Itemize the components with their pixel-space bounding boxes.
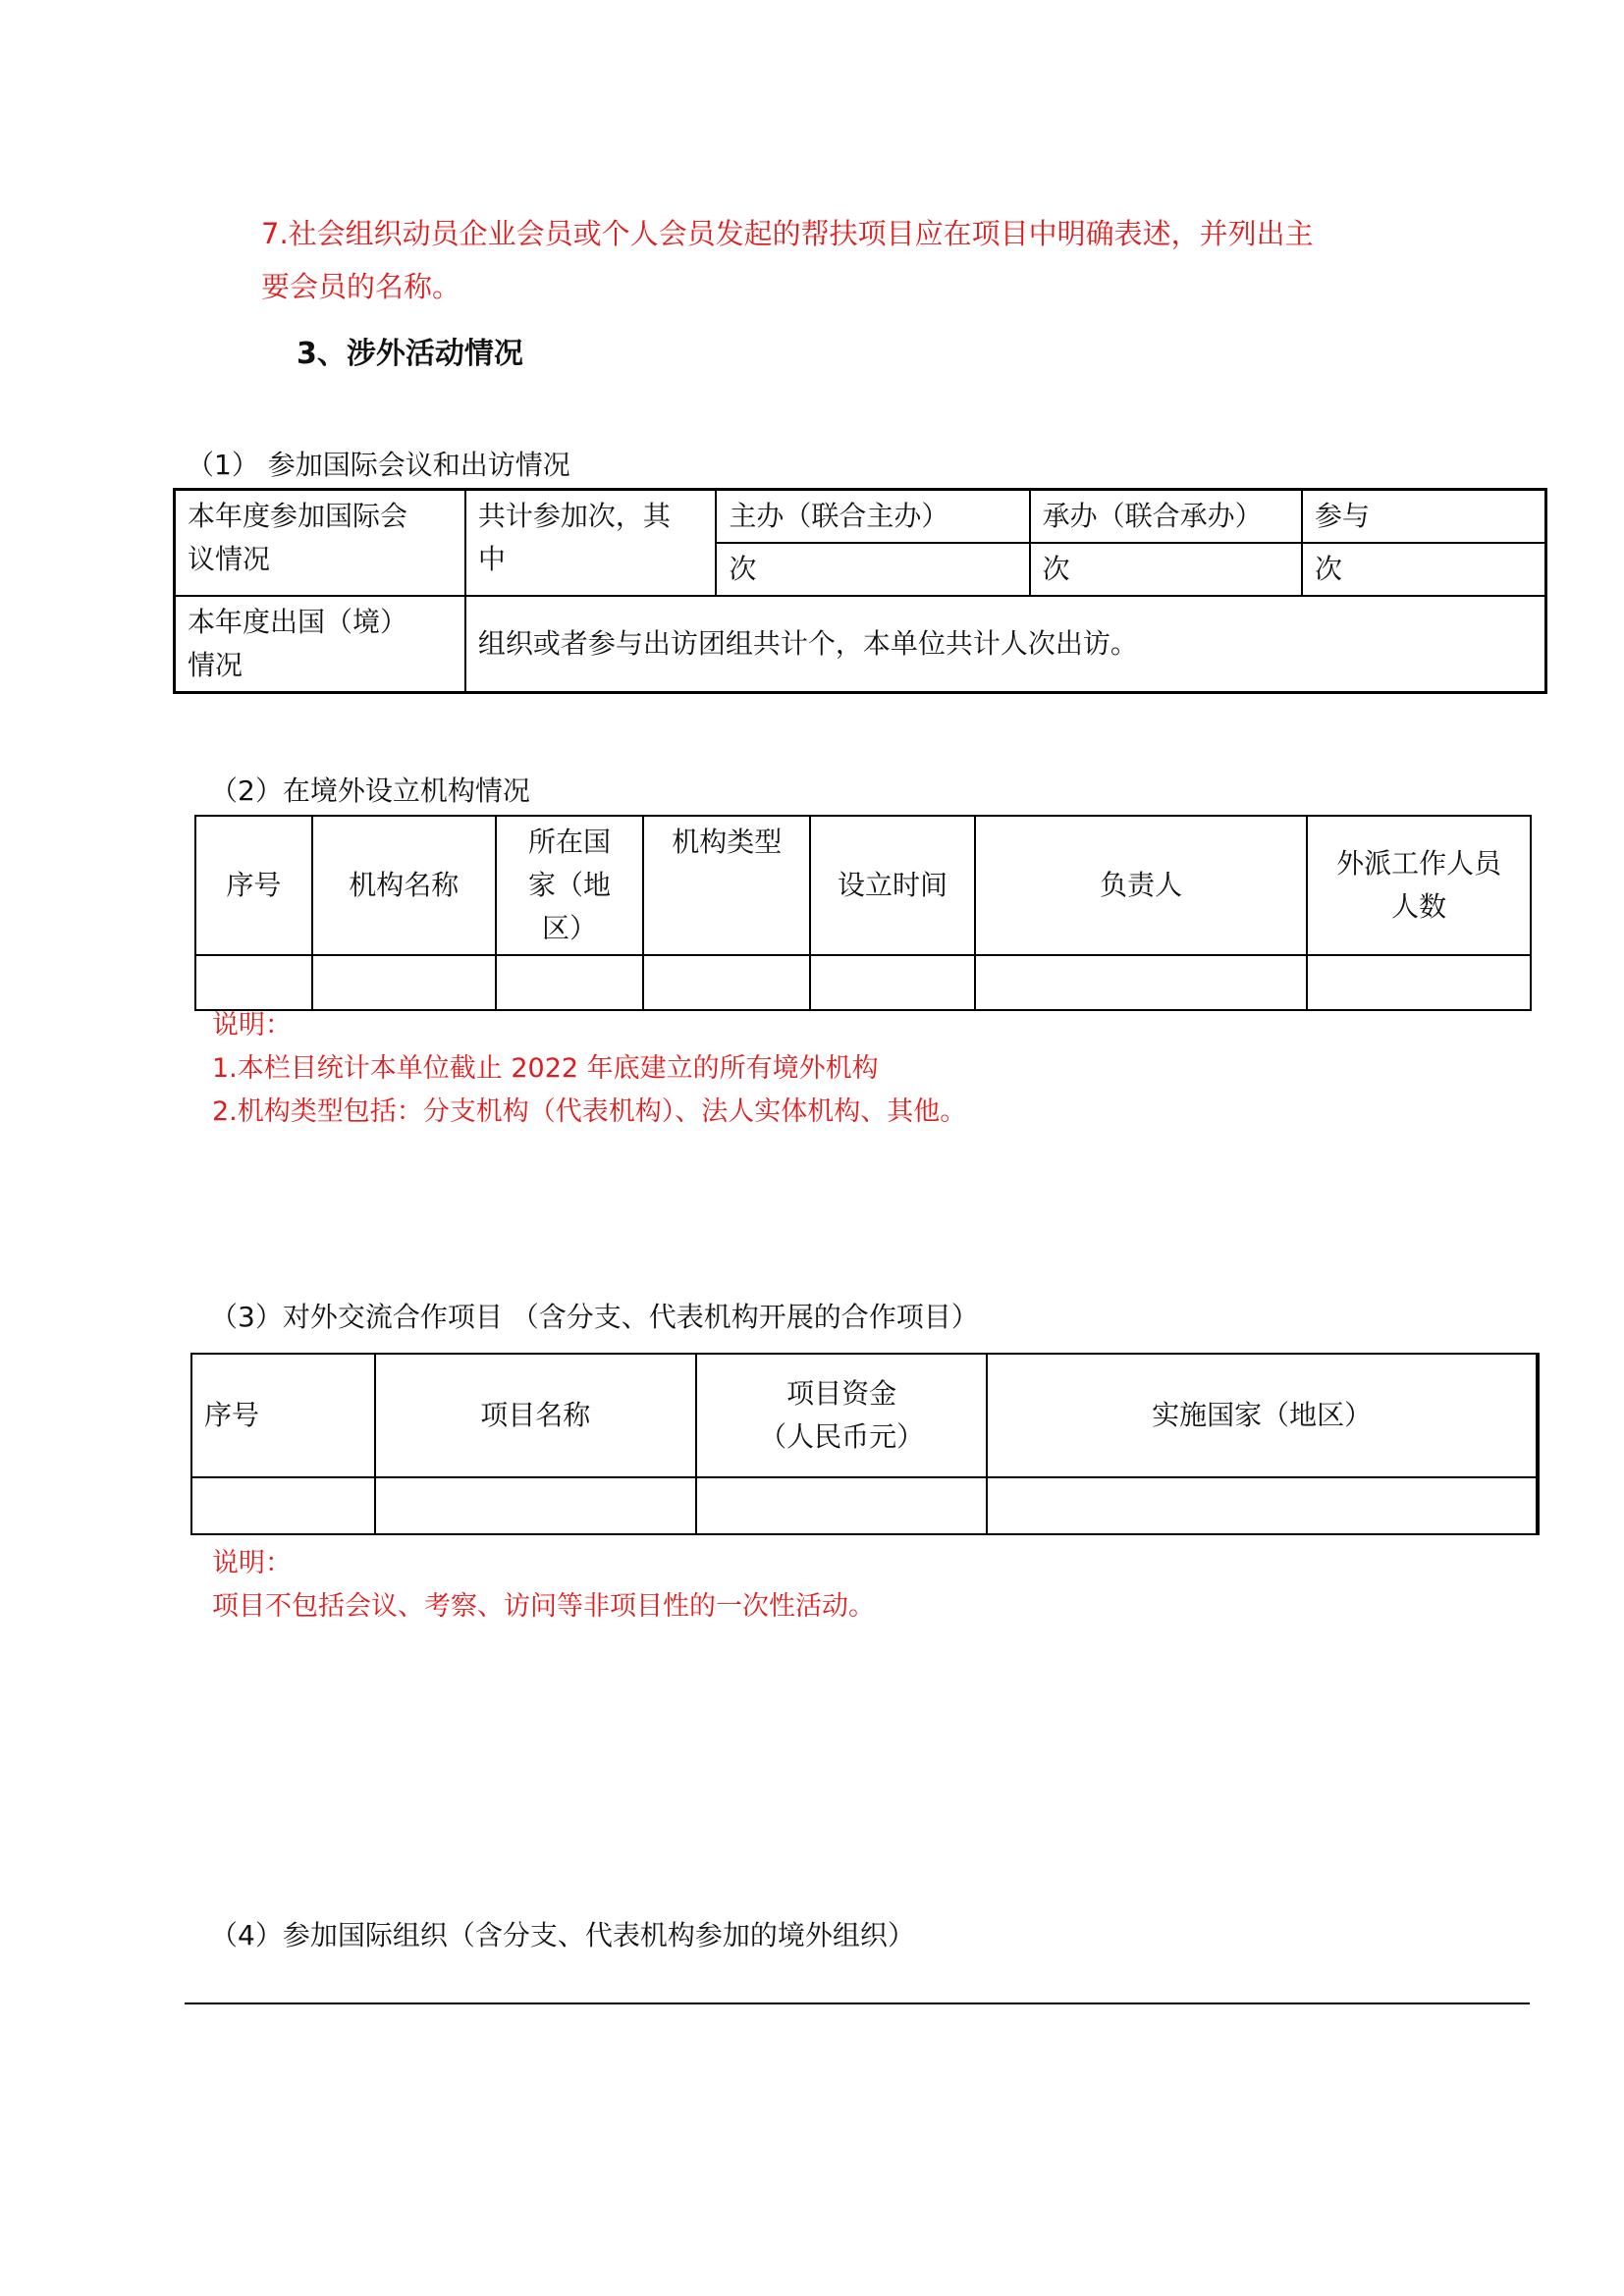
meetings-total-line-2: 中: [477, 543, 506, 575]
meetings-label-line-2: 议情况: [188, 543, 271, 575]
travel-label-line-2: 情况: [188, 649, 244, 681]
travel-value[interactable]: 组织或者参与出访团组共计个，本单位共计人次出访。: [465, 596, 1546, 693]
cell-staff[interactable]: [1307, 955, 1531, 1010]
meetings-total-line-1: 共计参加次，其: [477, 500, 671, 532]
header-country-line-2: 家（地: [527, 869, 611, 901]
host-count[interactable]: 次: [716, 543, 1029, 596]
table-top-border: [185, 2002, 1530, 2004]
header-staff-line-2: 人数: [1391, 890, 1447, 923]
meetings-label-cell: [175, 490, 465, 597]
cell-no[interactable]: [195, 955, 312, 1010]
cell-institution-name[interactable]: [312, 955, 496, 1010]
travel-label-cell: [175, 596, 465, 693]
travel-label-line-1: 本年度出国（境）: [188, 606, 408, 638]
header-leader: 负责人: [975, 816, 1307, 955]
table-row: [191, 1477, 1538, 1534]
overseas-institutions-table: [194, 815, 1532, 1011]
note-7-line-1: 7.社会组织动员企业会员或个人会员发起的帮扶项目应在项目中明确表述，并列出主: [261, 217, 1314, 250]
s3-note-title: 说明：: [212, 1548, 292, 1578]
cell-project-name[interactable]: [375, 1477, 696, 1534]
s4-title: （4）参加国际组织（含分支、代表机构参加的境外组织）: [210, 1919, 915, 1951]
s1-title: （1） 参加国际会议和出访情况: [187, 449, 570, 481]
cell-project-no[interactable]: [191, 1477, 375, 1534]
header-setup-time: 设立时间: [810, 816, 975, 955]
header-staff-line-1: 外派工作人员: [1336, 847, 1502, 880]
cooperation-projects-table: [190, 1353, 1540, 1535]
note-7-line-2: 要会员的名称。: [261, 270, 461, 303]
header-implementing-country: 实施国家（地区）: [987, 1354, 1538, 1477]
participate-count[interactable]: 次: [1302, 543, 1545, 596]
header-country: [496, 816, 644, 955]
cell-setup-time[interactable]: [810, 955, 975, 1010]
meetings-total-cell: [465, 490, 716, 597]
header-country-line-1: 所在国: [527, 826, 611, 858]
host-header: 主办（联合主办）: [716, 490, 1029, 544]
header-project-fund: [696, 1354, 987, 1477]
cell-implementing-country[interactable]: [987, 1477, 1538, 1534]
cell-project-fund[interactable]: [696, 1477, 987, 1534]
s2-title: （2）在境外设立机构情况: [210, 774, 530, 807]
undertake-header: 承办（联合承办）: [1030, 490, 1302, 544]
s3-note-1: 项目不包括会议、考察、访问等非项目性的一次性活动。: [212, 1591, 875, 1622]
participate-header: 参与: [1302, 490, 1545, 544]
cell-country[interactable]: [496, 955, 644, 1010]
s2-note-title: 说明：: [212, 1010, 292, 1041]
table-row: [195, 955, 1531, 1010]
s2-note-2: 2.机构类型包括：分支机构（代表机构）、法人实体机构、其他。: [212, 1096, 967, 1127]
undertake-count[interactable]: 次: [1030, 543, 1302, 596]
meetings-label-line-1: 本年度参加国际会: [188, 500, 408, 532]
cell-leader[interactable]: [975, 955, 1307, 1010]
header-project-no: 序号: [191, 1354, 375, 1477]
section-title: 3、涉外活动情况: [297, 337, 523, 371]
header-country-line-3: 区）: [541, 912, 597, 944]
s2-note-1: 1.本栏目统计本单位截止 2022 年底建立的所有境外机构: [212, 1053, 879, 1084]
header-staff: [1307, 816, 1531, 955]
s3-title: （3）对外交流合作项目 （含分支、代表机构开展的合作项目）: [210, 1301, 979, 1333]
cell-institution-type[interactable]: [643, 955, 810, 1010]
header-no: 序号: [195, 816, 312, 955]
header-fund-line-1: 项目资金: [786, 1377, 897, 1410]
header-project-name: 项目名称: [375, 1354, 696, 1477]
header-institution-type: 机构类型: [643, 816, 810, 955]
international-meetings-table: [173, 488, 1547, 694]
header-institution-name: 机构名称: [312, 816, 496, 955]
header-fund-line-2: （人民币元）: [759, 1420, 925, 1453]
